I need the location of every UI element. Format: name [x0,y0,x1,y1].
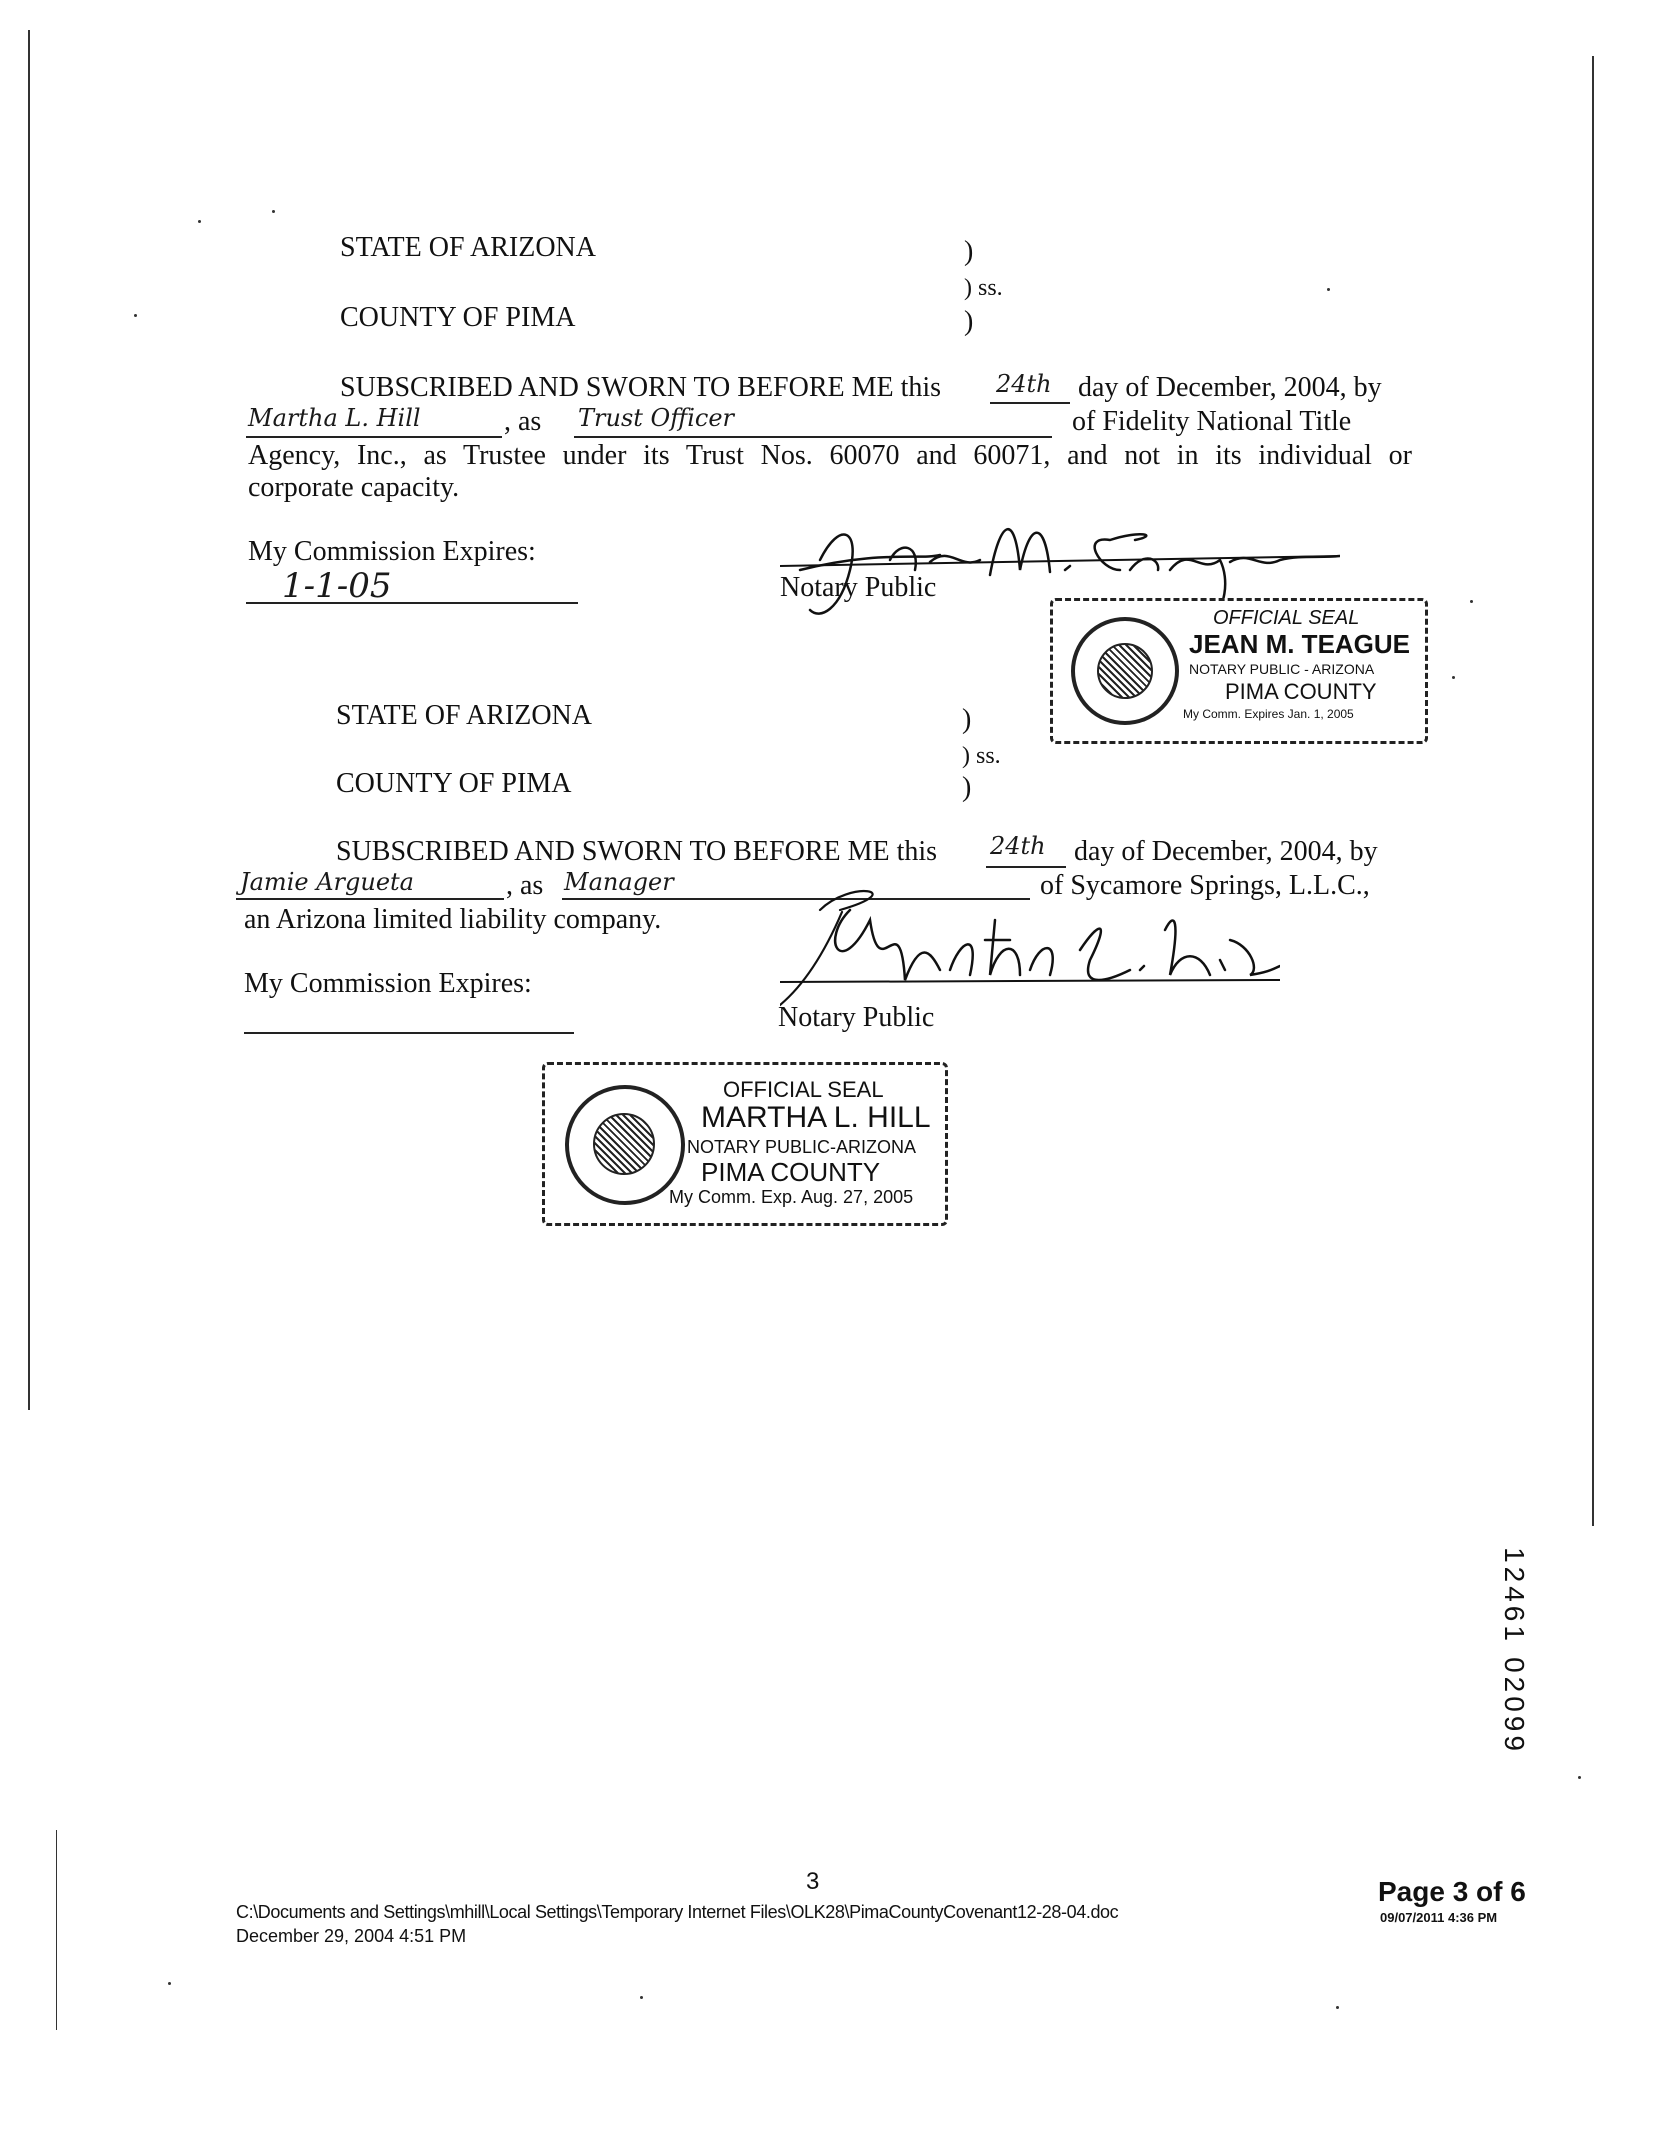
scan-left-edge-bottom [56,1830,57,2030]
seal-name: MARTHA L. HILL [701,1101,931,1134]
signer-name-handwritten: Martha L. Hill [248,404,421,432]
day-underline [986,866,1066,868]
side-number-bottom: 02099 [1498,1657,1530,1755]
speck [1336,2006,1339,2009]
speck [1452,676,1455,679]
day-handwritten: 24th [996,370,1052,398]
commission-underline [246,602,578,604]
official-seal-hill [542,1062,948,1226]
county-heading: COUNTY OF PIMA [340,302,576,333]
seal-emblem-center [593,1113,655,1175]
entity-text: of Sycamore Springs, L.L.C., [1040,870,1370,901]
notary-public-label: Notary Public [778,1002,935,1033]
commission-label: My Commission Expires: [248,536,536,567]
scan-left-edge [28,30,30,1410]
state-heading: STATE OF ARIZONA [340,232,596,263]
title-underline [574,436,1052,438]
speck [1327,288,1330,291]
day-handwritten: 24th [990,832,1046,860]
notary-public-label: Notary Public [780,572,937,603]
name-underline [236,898,504,900]
seal-county: PIMA COUNTY [1225,679,1377,704]
side-number-top: 12461 [1498,1547,1530,1645]
signer-title-handwritten: Manager [564,868,674,896]
footer-file-date: December 29, 2004 4:51 PM [236,1926,467,1946]
state-heading: STATE OF ARIZONA [336,700,592,731]
seal-expiry: My Comm. Expires Jan. 1, 2005 [1183,707,1354,721]
footer-page-number: 3 [806,1868,820,1895]
trust-line: Agency, Inc., as Trustee under its Trust Nos. 60070 and 60071, and not in its individual or [248,440,1412,471]
footer-file-path: C:\Documents and Settings\mhill\Local Settings\Temporary Internet Files\OLK28\PimaCountyCovenant12-28-04.doc [236,1902,1119,1922]
seal-county: PIMA COUNTY [701,1157,881,1187]
name-underline [246,436,502,438]
sworn-suffix: day of December, 2004, by [1074,836,1378,867]
speck [640,1996,643,1999]
paren-ss: ) ss. [962,743,1001,769]
llc-line: an Arizona limited liability company. [244,904,662,935]
footer-page-of: Page 3 of 6 [1378,1876,1526,1907]
capacity-line: corporate capacity. [248,472,460,503]
paren-ss: ) ss. [964,275,1003,301]
paren-top: ) [964,236,974,267]
speck [1470,600,1473,603]
paren-bottom: ) [962,772,972,803]
paren-top: ) [962,704,972,735]
speck [1578,1776,1581,1779]
sworn-prefix: SUBSCRIBED AND SWORN TO BEFORE ME this [336,836,938,867]
sworn-prefix: SUBSCRIBED AND SWORN TO BEFORE ME this [340,372,942,403]
speck [198,220,201,223]
sworn-suffix: day of December, 2004, by [1078,372,1382,403]
as-word: , as [504,406,542,437]
seal-title: OFFICIAL SEAL [723,1077,884,1102]
entity-text: of Fidelity National Title [1072,406,1352,437]
seal-title: OFFICIAL SEAL [1213,607,1360,629]
commission-underline [244,1032,574,1034]
paren-bottom: ) [964,306,974,337]
speck [134,314,137,317]
footer-print-stamp: 09/07/2011 4:36 PM [1380,1910,1498,1925]
speck [168,1982,171,1985]
commission-label: My Commission Expires: [244,968,532,999]
official-seal-teague [1050,598,1428,744]
seal-expiry: My Comm. Exp. Aug. 27, 2005 [669,1187,914,1207]
scan-right-edge [1592,56,1594,1526]
signer-title-handwritten: Trust Officer [578,404,734,432]
seal-name: JEAN M. TEAGUE [1189,629,1411,659]
county-heading: COUNTY OF PIMA [336,768,572,799]
seal-commission: NOTARY PUBLIC-ARIZONA [687,1137,917,1157]
notary-signature-hill [780,880,1280,1020]
signer-name-handwritten: Jamie Argueta [240,868,414,896]
as-word: , as [506,870,544,901]
speck [272,210,275,213]
seal-commission: NOTARY PUBLIC - ARIZONA [1189,661,1375,677]
commission-date-handwritten: 1-1-05 [282,566,392,606]
day-underline [990,402,1070,404]
seal-emblem-center [1097,643,1153,699]
side-document-number [1498,1520,1545,1770]
